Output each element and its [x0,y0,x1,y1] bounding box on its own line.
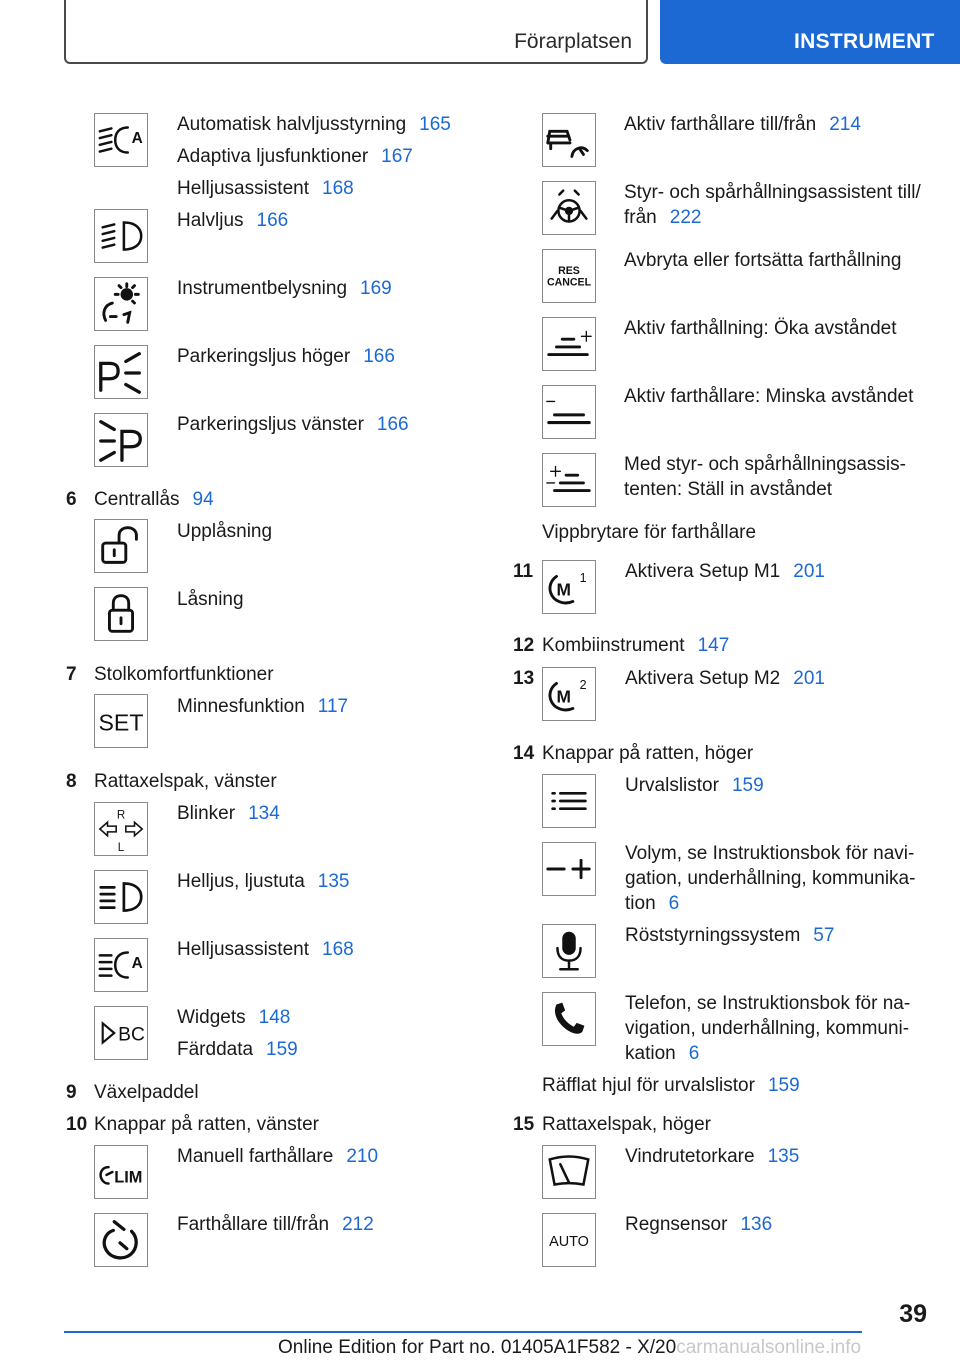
acc-onoff-item: Aktiv farthållare till/från 214 [624,114,861,135]
volume-icon [542,842,596,896]
thumbwheel-item: Räfflat hjul för urvalslistor 159 [542,1075,800,1096]
assist-item: Helljusassistent 168 [177,939,354,960]
volume-line2: gation, underhållning, kommunika- [625,868,916,889]
instrument-cluster-item: Kombiinstrument 147 [542,635,730,656]
steer-assist-line1: Styr- och spårhållningsassistent till/ [624,182,921,203]
svg-text:LIM: LIM [114,1168,143,1187]
instrument-lighting-icon [94,277,148,331]
light-item-assist: Helljusassistent 168 [177,178,354,199]
item-number: 7 [66,664,77,685]
distance-decrease-icon [542,385,596,439]
setup-m2-icon [542,667,596,721]
item-number: 15 [513,1114,535,1135]
distance-minus-item: Aktiv farthållare: Minska avståndet [624,386,914,407]
memory-set-icon [94,694,148,748]
item-central-locking: Centrallås 94 [94,489,214,510]
steering-assist-icon [542,181,596,235]
item-number: 13 [513,668,535,689]
item-number: 11 [513,561,534,582]
page-ref-link[interactable]: 214 [829,114,861,135]
wiper-icon [542,1145,596,1199]
lock-icon [94,587,148,641]
page-ref-link[interactable]: 135 [767,1146,800,1167]
watermark: carmanualsonline.info [676,1337,862,1358]
lock-label: Låsning [177,589,244,610]
bc-button-icon [94,1006,148,1060]
page-ref-link[interactable]: 6 [688,1043,700,1064]
blinker-item: Blinker 134 [177,803,280,824]
wiper-item: Vindrutetorkare 135 [625,1146,800,1167]
distance-set-line1: Med styr- och spårhållningsassis- [624,454,906,475]
rain-sensor-item: Regnsensor 136 [625,1214,773,1235]
svg-text:M: M [556,579,571,600]
widgets-item: Widgets 148 [177,1007,291,1028]
page-ref-link[interactable]: 201 [793,668,825,689]
svg-text:2: 2 [579,678,587,693]
page-ref-link[interactable]: 136 [740,1214,773,1235]
page-ref-link[interactable]: 168 [322,939,354,960]
item-number: 8 [66,771,77,792]
volume-line1: Volym, se Instruktionsbok för navi- [625,843,915,864]
auto-light-icon [94,113,148,167]
auto-rain-sensor-icon [542,1213,596,1267]
item-number: 10 [66,1114,88,1135]
svg-text:A: A [131,954,143,972]
unlock-label: Upplåsning [177,521,273,542]
page-ref-link[interactable]: 166 [376,414,409,435]
page-ref-link[interactable]: 165 [419,114,451,135]
page-ref-link[interactable]: 201 [793,561,825,582]
page-ref-link[interactable]: 168 [322,178,354,199]
res-cancel-icon [542,249,596,303]
svg-text:RES: RES [558,265,580,278]
svg-text:CANCEL: CANCEL [546,276,592,289]
header-section-box [64,0,648,64]
page-ref-link[interactable]: 159 [731,775,764,796]
svg-text:A: A [131,129,143,147]
low-beam-icon [94,209,148,263]
page-ref-link[interactable]: 166 [363,346,395,367]
page-ref-link[interactable]: 117 [317,696,349,717]
distance-plus-item: Aktiv farthållning: Öka avståndet [624,318,897,339]
page-number: 39 [899,1300,927,1328]
highbeam-item: Helljus, ljustuta 135 [177,871,350,892]
item-paddle: Växelpaddel [94,1082,199,1103]
item-number: 14 [513,743,535,764]
chapter-title: INSTRUMENT [794,30,935,53]
parking-light-left-icon [94,413,148,467]
phone-line2: vigation, underhållning, kommuni- [625,1018,910,1039]
page-ref-link[interactable]: 167 [381,146,413,167]
light-item-park-right: Parkeringsljus höger 166 [177,346,395,367]
page-ref-link[interactable]: 135 [317,871,350,892]
rocker-switch-label: Vippbrytare för farthållare [542,522,757,543]
voice-control-item: Röststyrningssystem 57 [625,925,835,946]
page-ref-link[interactable]: 212 [342,1214,374,1235]
item-number: 6 [66,489,77,510]
footer-divider [64,1331,862,1333]
memory-function: Minnesfunktion 117 [177,696,349,717]
page-ref-link[interactable]: 169 [360,278,392,299]
tripdata-item: Färddata 159 [177,1039,298,1060]
page-ref-link[interactable]: 148 [258,1007,291,1028]
high-beam-assist-icon [94,938,148,992]
footer-edition: Online Edition for Part no. 01405A1F582 - X/20carmanualsonline.info [278,1337,862,1358]
header-chapter-tab[interactable] [660,0,960,64]
page-ref-link[interactable]: 222 [669,207,702,228]
unlock-icon [94,519,148,573]
page-ref-link[interactable]: 6 [668,893,680,914]
distance-set-line2: tenten: Ställ in avståndet [624,479,833,500]
svg-text:SET: SET [98,709,144,736]
turn-signal-icon [94,802,148,856]
page-ref-link[interactable]: 147 [697,635,730,656]
cruise-onoff-item: Farthållare till/från 212 [177,1214,374,1235]
page-ref-link[interactable]: 134 [248,803,280,824]
steer-assist-line2: från 222 [624,207,702,228]
page-ref-link[interactable]: 210 [346,1146,379,1167]
item-right-stalk: Rattaxelspak, höger [542,1114,711,1135]
item-left-stalk: Rattaxelspak, vänster [94,771,277,792]
item-wheel-buttons-left: Knappar på ratten, vänster [94,1114,319,1135]
list-icon [542,774,596,828]
parking-light-right-icon [94,345,148,399]
svg-text:M: M [556,686,571,707]
distance-set-icon [542,453,596,507]
item-wheel-buttons-right: Knappar på ratten, höger [542,743,754,764]
setup-m2-item: Aktivera Setup M2 201 [625,668,825,689]
manual-cruise-item: Manuell farthållare 210 [177,1146,379,1167]
phone-icon [542,992,596,1046]
page-ref-link[interactable]: 94 [192,489,214,510]
svg-text:BC: BC [118,1024,145,1046]
page-ref-link[interactable]: 159 [767,1075,800,1096]
selection-list-item: Urvalslistor 159 [625,775,764,796]
page-ref-link[interactable]: 159 [266,1039,298,1060]
cruise-control-icon [94,1213,148,1267]
speed-limiter-icon [94,1145,148,1199]
phone-line3: kation 6 [625,1043,700,1064]
high-beam-icon [94,870,148,924]
item-seat-comfort: Stolkomfortfunktioner [94,664,274,685]
active-cruise-icon [542,113,596,167]
setup-m1-icon [542,560,596,614]
svg-text:R: R [116,809,126,822]
page-ref-link[interactable]: 57 [813,925,835,946]
distance-increase-icon [542,317,596,371]
item-number: 12 [513,635,535,656]
light-item-lowbeam: Halvljus 166 [177,210,289,231]
light-item-adaptive: Adaptiva ljusfunktioner 167 [177,146,413,167]
section-title: Förarplatsen [514,30,632,53]
phone-line1: Telefon, se Instruktionsbok för na- [625,993,911,1014]
setup-m1-item: Aktivera Setup M1 201 [625,561,825,582]
svg-text:1: 1 [579,571,587,586]
volume-line3: tion 6 [625,893,680,914]
res-cancel-item: Avbryta eller fortsätta farthållning [624,250,902,271]
light-item-auto: Automatisk halvljusstyrning 165 [177,114,451,135]
light-item-instrument: Instrumentbelysning 169 [177,278,392,299]
svg-text:AUTO: AUTO [549,1233,589,1250]
light-item-park-left: Parkeringsljus vänster 166 [177,414,409,435]
microphone-icon [542,924,596,978]
item-number: 9 [66,1082,77,1103]
svg-text:L: L [117,842,125,855]
page-ref-link[interactable]: 166 [256,210,289,231]
